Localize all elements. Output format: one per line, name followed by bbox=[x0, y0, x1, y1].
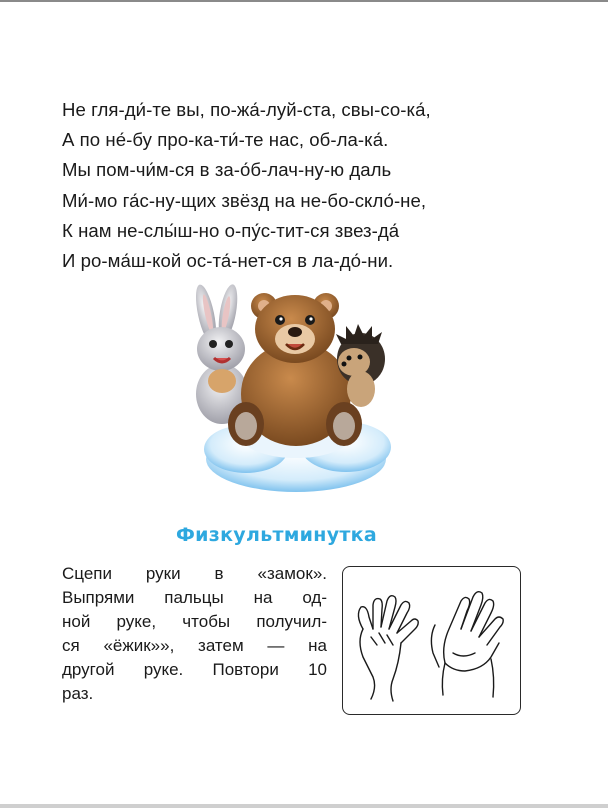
exercise-line-2: Выпрями пальцы на од- bbox=[62, 588, 327, 607]
poem bbox=[62, 95, 562, 276]
poem-line-2: А по не́-бу про-ка-ти́-те нас, об-ла-ка́. bbox=[62, 129, 389, 151]
exercise-line-5: другой руке. Повтори 10 bbox=[62, 660, 327, 679]
exercise-line-1: Сцепи руки в «замок». bbox=[62, 564, 327, 583]
poem-line-4: Ми́-мо га́с-ну-щих звёзд на не-бо-скло́-не, bbox=[62, 189, 427, 211]
exercise-line-6: раз. bbox=[62, 684, 94, 703]
hare-figure bbox=[192, 284, 248, 424]
poem-line-1: Не гля-ди́-те вы, по-жа́-луй-ста, свы-со-ка́, bbox=[62, 99, 431, 120]
animals-on-cloud-illustration bbox=[186, 284, 411, 499]
hands-illustration-box bbox=[342, 566, 521, 715]
interlocked-hands-icon bbox=[343, 567, 519, 713]
poem-line-6: И ро-ма́ш-кой ос-та́-нет-ся в ла-до́-ни. bbox=[62, 249, 394, 271]
animals-on-cloud-image bbox=[186, 284, 411, 499]
exercise-text bbox=[62, 562, 327, 706]
poem-line-3: Мы пом-чи́м-ся в за-о́б-лач-ну-ю даль bbox=[62, 159, 392, 181]
poem-line-5: К нам не-слы́ш-но о-пу́с-тит-ся звез-да́ bbox=[62, 219, 400, 241]
exercise-line-3: ной руке, чтобы получил- bbox=[62, 612, 327, 631]
bottom-rule bbox=[0, 804, 608, 808]
section-title: Физкультминутка bbox=[176, 524, 378, 546]
exercise-line-4: ся «ёжик»», затем — на bbox=[62, 636, 327, 655]
top-rule bbox=[0, 0, 608, 2]
